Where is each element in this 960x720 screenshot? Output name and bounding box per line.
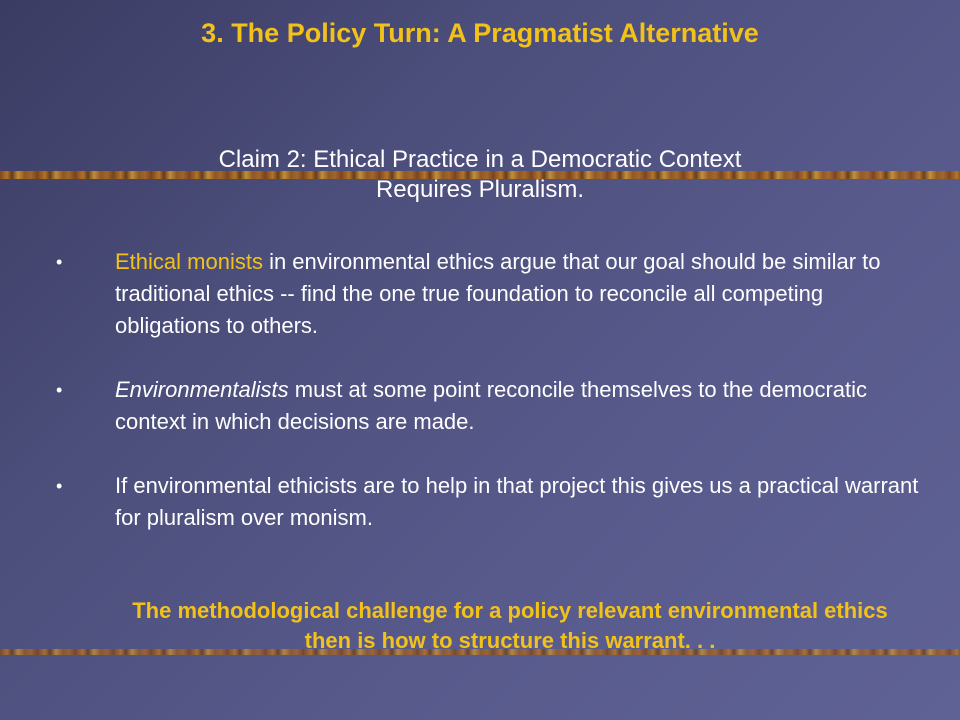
claim-line-1: Claim 2: Ethical Practice in a Democratic Context [218, 146, 742, 173]
bullet-lead: Environmentalists [115, 377, 289, 402]
claim-line-2: Requires Pluralism. [375, 176, 585, 203]
bullet-item [50, 246, 920, 342]
bullet-text: If environmental ethicists are to help in that project this gives us a practical warrant for pluralism over monism. [115, 473, 919, 530]
conclusion-text: The methodological challenge for a policy relevant environmental ethics then is how to structure this warrant. . . [132, 598, 888, 653]
bullet-dot-icon: • [56, 476, 63, 496]
bullet-item [50, 374, 920, 438]
bullet-lead: Ethical monists [115, 249, 263, 274]
bullet-list [50, 246, 920, 566]
claim-heading [60, 145, 900, 205]
bullet-dot-icon: • [56, 252, 63, 272]
bullet-text: must at some point reconcile themselves to the democratic context in which decisions are made. [115, 377, 868, 434]
bullet-text: in environmental ethics argue that our goal should be similar to traditional ethics -- find the one true foundation to reconcile all competing obligations to others. [115, 249, 881, 338]
bullet-item [50, 470, 920, 534]
bullet-dot-icon: • [56, 380, 63, 400]
slide-title: 3. The Policy Turn: A Pragmatist Alternative [201, 18, 759, 48]
